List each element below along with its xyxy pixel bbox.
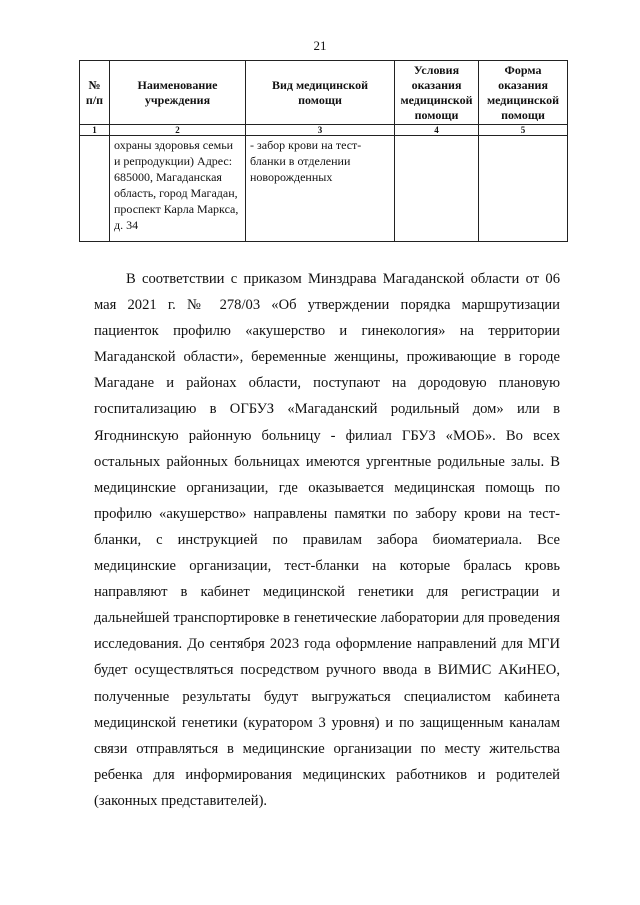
form-cell [479, 136, 568, 242]
body-paragraph: В соответствии с приказом Минздрава Магаданской области от 06 мая 2021 г. № 278/03 «Об утверждении порядка маршрутизации пациенток профилю «акушерство и гинекология» на территории Магаданской области», беременные женщины, проживающие в городе Магадане и районах области, поступают на дородовую плановую госпитализацию в ОГБУЗ «Магаданский родильный дом» или в Ягоднинскую районную больницу - филиал ГБУЗ «МОБ». Во всех остальных районных больницах имеются ургентные родильные залы. В медицинские организации, где оказывается медицинская помощь по профилю «акушерство» направлены памятки по забору крови на тест-бланки, с инструкцией по правилам забора биоматериала. Все медицинские организации, тест-бланки на которые бралась кровь направляют в кабинет медицинской генетики для регистрации и дальнейшей транспортировке в генетические лаборатории для проведения исследования. До сентября 2023 года оформление направлений для МГИ будет осуществляться посредством ручного ввода в ВИМИС АКиНЕО, полученные результаты будут выгружаться специалистом кабинета медицинской генетики (куратором 3 уровня) и по защищенным каналам связи отправляться в медицинские организации по месту жительства ребенка для информирования медицинских работников и родителей (законных представителей). [94, 271, 560, 809]
header-institution: Наименование учреждения [110, 61, 246, 125]
header-form: Форма оказания медицинской помощи [479, 61, 568, 125]
table-row [80, 136, 568, 242]
header-number: № п/п [80, 61, 110, 125]
column-number: 2 [110, 125, 246, 136]
table-header-row [80, 61, 568, 125]
row-index-cell [80, 136, 110, 242]
body-text [94, 266, 560, 814]
institution-cell: охраны здоровья семьи и репродукции) Адрес: 685000, Магаданская область, город Магадан, проспект Карла Маркса, д. 34 [110, 136, 246, 242]
column-number: 3 [246, 125, 395, 136]
header-care-type: Вид медицинской помощи [246, 61, 395, 125]
column-number-row [80, 125, 568, 136]
page-number: 21 [313, 38, 327, 53]
header-conditions: Условия оказания медицинской помощи [395, 61, 479, 125]
routing-table [79, 60, 568, 242]
column-number: 4 [395, 125, 479, 136]
column-number: 1 [80, 125, 110, 136]
conditions-cell [395, 136, 479, 242]
care-type-cell: - забор крови на тест-бланки в отделении новорожденных [246, 136, 395, 242]
column-number: 5 [479, 125, 568, 136]
